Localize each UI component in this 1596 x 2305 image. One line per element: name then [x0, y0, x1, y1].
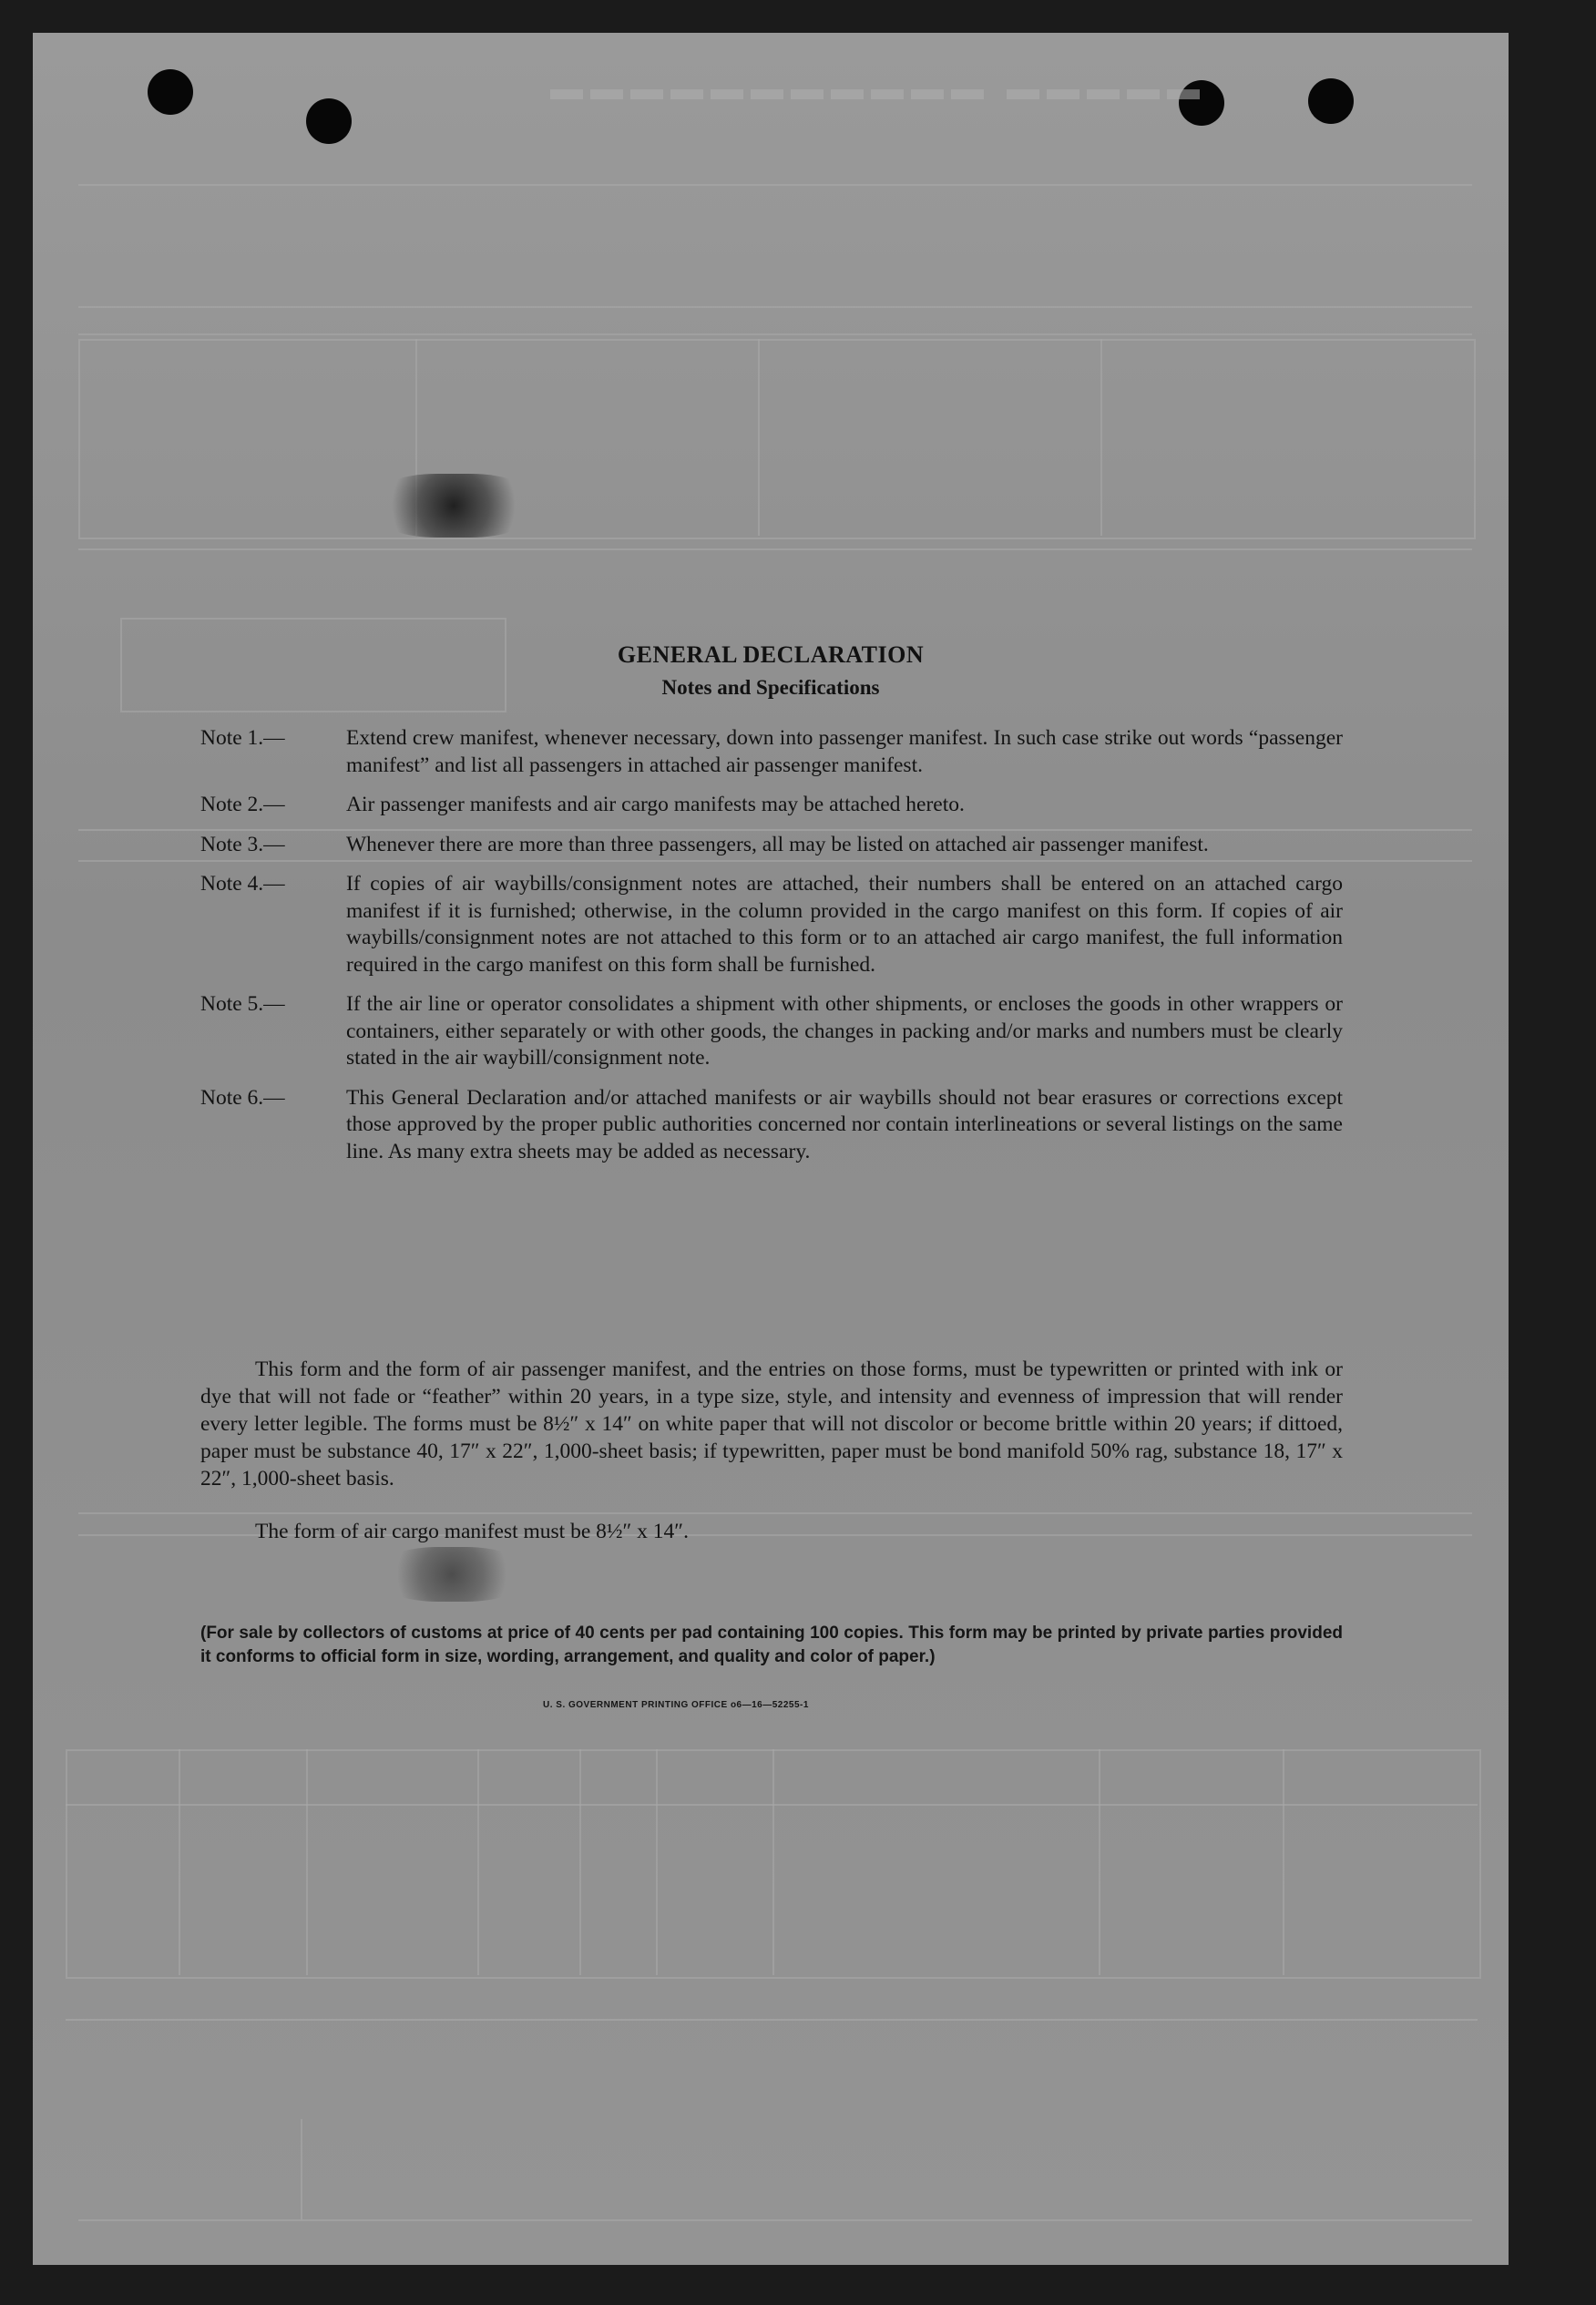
- bleedthrough-column: [1100, 339, 1102, 536]
- bleedthrough-heading: ▬▬▬▬▬ ▬▬▬▬▬▬▬▬▬▬▬: [543, 70, 1200, 107]
- note-text: If the air line or operator consolidates a shipment with other shipments, or encloses the goods in other wrappers or containers, either separately or with other goods, the changes in packing and/or marks and numbers must be clearly stated in the air waybill/consignment note.: [346, 992, 1343, 1070]
- bleedthrough-rule: [78, 1512, 1472, 1514]
- bleedthrough-column: [656, 1749, 658, 1975]
- bleedthrough-column: [772, 1749, 774, 1975]
- bleedthrough-rule: [78, 333, 1472, 335]
- note-item: [200, 871, 1343, 978]
- punch-hole: [306, 98, 352, 144]
- note-text: Whenever there are more than three passengers, all may be listed on attached air passenger manifest.: [346, 832, 1209, 856]
- bleedthrough-rule: [78, 306, 1472, 308]
- note-item: [200, 991, 1343, 1072]
- notes-list: [200, 725, 1343, 1178]
- bleedthrough-column: [477, 1749, 479, 1975]
- note-text: If copies of air waybills/consignment notes are attached, their numbers shall be entered on an attached cargo manifest if it is furnished; otherwise, in the column provided in the cargo manifest on this form. If copies of air waybills/consignment notes are not attached to this form or to an attached air cargo manifest, the full information required in the cargo manifest on this form shall be furnished.: [346, 872, 1343, 977]
- bleedthrough-itinerary-table: [78, 339, 1476, 539]
- document-page: [33, 33, 1509, 2265]
- sale-notice: (For sale by collectors of customs at price of 40 cents per pad containing 100 copies. This form may be printed by private parties provided it conforms to official form in size, wording, arrangement, and quality and color of paper.): [200, 1624, 1343, 1666]
- bleedthrough-column: [301, 2119, 302, 2219]
- ink-smudge: [372, 474, 536, 538]
- bleedthrough-column: [758, 339, 760, 536]
- note-label: Note 1.—: [200, 726, 285, 750]
- note-text: Extend crew manifest, whenever necessary, down into passenger manifest. In such case strike out words “passenger manifest” and list all passengers in attached air passenger manifest.: [346, 726, 1343, 777]
- page-title: GENERAL DECLARATION: [617, 641, 925, 668]
- bleedthrough-rule: [78, 184, 1472, 186]
- note-text: This General Declaration and/or attached manifests or air waybills should not bear erasures or corrections except those approved by the proper public authorities concerned nor contain interlineations or several listings on the same line. As many extra sheets may be added as necessary.: [346, 1085, 1343, 1163]
- note-label: Note 2.—: [200, 793, 285, 816]
- form-specification-paragraph: This form and the form of air passenger manifest, and the entries on those forms, must be typewritten or printed with ink or dye that will not fade or “feather” within 20 years, in a type size, style, and intensity and evenness of impression that will render every letter legible. The forms must be 8½″ x 14″ on white paper that will not discolor or become brittle within 20 years; if dittoed, paper must be substance 40, 17″ x 22″, 1,000-sheet basis; if typewritten, paper must be bond manifold 50% rag, substance 18, 17″ x 22″, 1,000-sheet basis.: [200, 1357, 1343, 1491]
- page-subtitle: Notes and Specifications: [661, 676, 880, 699]
- note-item: [200, 725, 1343, 779]
- note-label: Note 4.—: [200, 872, 285, 896]
- cargo-manifest-size-note: The form of air cargo manifest must be 8½″ x 14″.: [255, 1520, 689, 1543]
- punch-hole: [1308, 78, 1354, 124]
- ink-smudge: [379, 1547, 525, 1602]
- note-item: [200, 792, 1343, 819]
- note-text: Air passenger manifests and air cargo manifests may be attached hereto.: [346, 793, 965, 816]
- bleedthrough-column: [1283, 1749, 1284, 1975]
- bleedthrough-rule: [66, 2019, 1478, 2021]
- bleedthrough-column: [306, 1749, 308, 1975]
- punch-hole: [148, 69, 193, 115]
- note-item: [200, 832, 1343, 859]
- printing-office-line: U. S. GOVERNMENT PRINTING OFFICE o6—16—52255-1: [543, 1700, 809, 1710]
- bleedthrough-rule: [78, 548, 1472, 550]
- bleedthrough-rule: [78, 2219, 1472, 2221]
- bleedthrough-rule: [66, 1804, 1478, 1806]
- note-label: Note 5.—: [200, 992, 285, 1016]
- bleedthrough-column: [579, 1749, 581, 1975]
- bleedthrough-column: [1099, 1749, 1100, 1975]
- bleedthrough-column: [179, 1749, 180, 1975]
- note-label: Note 3.—: [200, 832, 285, 856]
- note-label: Note 6.—: [200, 1085, 285, 1110]
- note-item: [200, 1085, 1343, 1166]
